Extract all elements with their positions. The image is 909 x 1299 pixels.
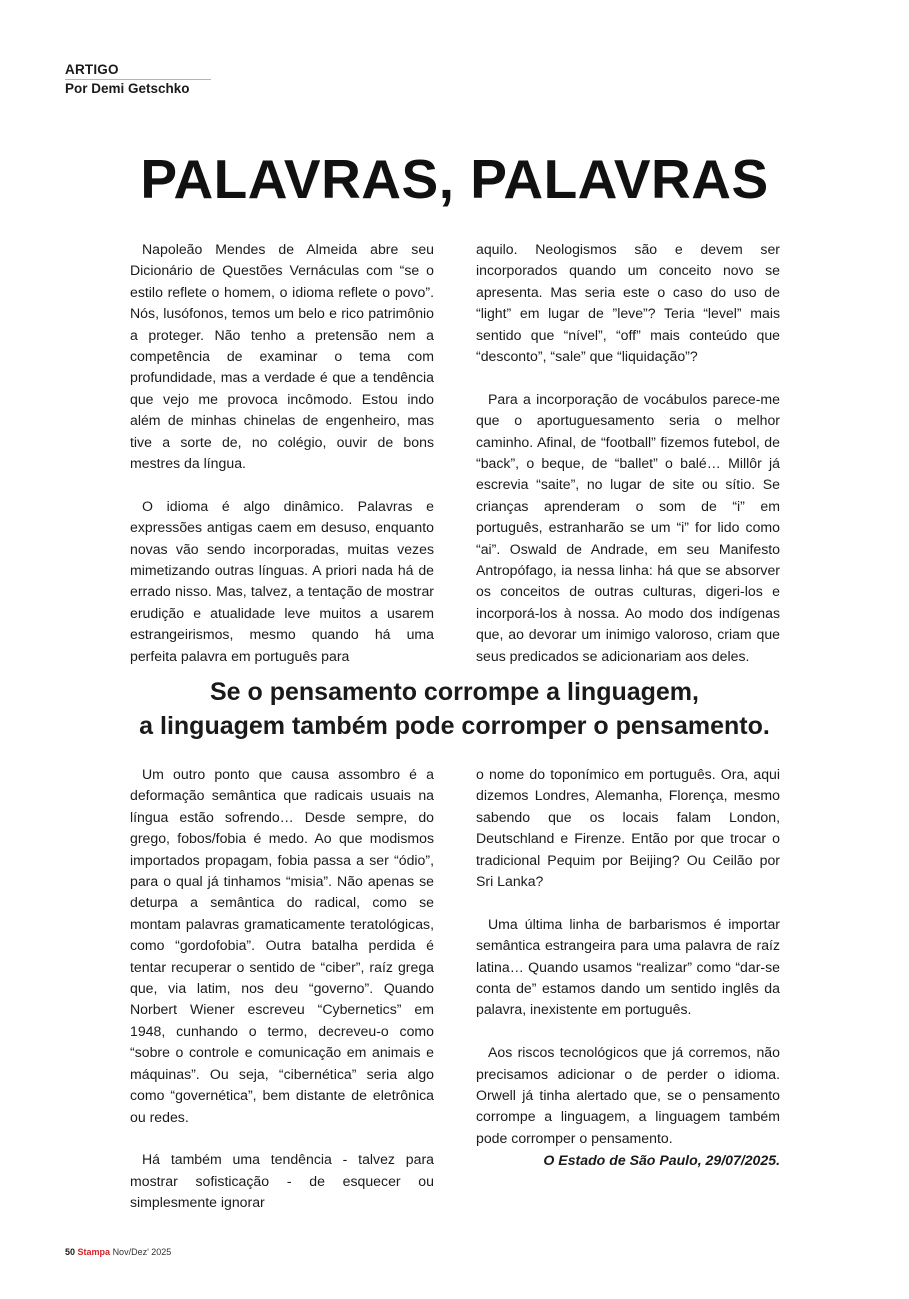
paragraph: Napoleão Mendes de Almeida abre seu Dicionário de Questões Vernáculas com “se o estilo reflete o homem, o idioma reflete o povo”. Nós, lusófonos, temos um belo e rico patrimônio a proteger. Não tenho a pretensão nem a competência de examinar o tema com profundidade, mas a verdade é que a tendência que vejo me provoca incômodo. Estou indo além de minhas chinelas de engenheiro, mas tive a sorte de, no colégio, ouvir de bons mestres da língua.	[130, 241, 434, 472]
paragraph: Aos riscos tecnológicos que já corremos, não precisamos adicionar o de perder o idioma. Orwell já tinha alertado que, se o pensamento corrompe a linguagem, a linguagem também pode corromper o pensamento.	[476, 1044, 780, 1146]
paragraph: O idioma é algo dinâmico. Palavras e expressões antigas caem em desuso, enquanto novas vão sendo incorporadas, muitas vezes mimetizando outras línguas. A priori nada há de errado nisso. Mas, talvez, a tentação de mostrar erudição e atualidade leve muitos a usarem estrangeirismos, mesmo quando há uma perfeita palavra em português para	[130, 497, 434, 664]
paragraph: Há também uma tendência - talvez para mostrar sofisticação - de esquecer ou simplesmente ignorar	[130, 1151, 434, 1211]
column-3	[130, 764, 434, 1214]
magazine-name: Stampa	[77, 1247, 111, 1257]
paragraph: Uma última linha de barbarismos é importar semântica estrangeira para uma palavra de raíz latina… Quando usamos “realizar” como “dar-se conta de” estamos dando um sentido inglês da palavra, inexistente em português.	[476, 915, 780, 1018]
paragraph: Um outro ponto que causa assombro é a deformação semântica que radicais usuais na língua estão sofrendo… Desde sempre, do grego, fobos/fobia é medo. Ao que modismos importados propagam, fobia passa a ser “ódio”, para o qual já tinhamos “misia”. Não apenas se deturpa a semântica do radical, como se montam palavras gramaticamente teratológicas, como “gordofobia”. Outra batalha perdida é tentar recuperar o sentido de “ciber”, raíz grega que, via latim, nos deu “governo”. Quando Norbert Wiener escreveu “Cybernetics” em 1948, cunhando o termo, decreveu-o como “sobre o controle e comunicação em animais e máquinas”. Ou seja, “cibernética” seria algo como “governética”, bem distante de eletrônica ou redes.	[130, 766, 434, 1125]
paragraph: Para a incorporação de vocábulos parece-me que o aportuguesamento seria o melhor caminho. Afinal, de “football” fizemos futebol, de “back”, o beque, de “ballet” o balé… Millôr já escrevia “saite”, no lugar de site ou sítio. Se crianças aprenderam o som de “i” em português, estranharão se um “i” for lido como “ai”. Oswald de Andrade, em seu Manifesto Antropófago, ia nessa linha: há que se absorver os conceitos de outras culturas, digeri-los e incorporá-los à nossa. Ao modo dos indígenas que, ao devorar um inimigo valoroso, criam que seus predicados se adicionariam aos deles.	[476, 390, 780, 664]
column-2	[476, 239, 780, 667]
page-number: 50	[65, 1247, 76, 1257]
column-4	[476, 764, 780, 1149]
author-byline: Por Demi Getschko	[65, 81, 190, 96]
section-label: ARTIGO	[65, 62, 211, 80]
article-title: PALAVRAS, PALAVRAS	[140, 148, 769, 210]
paragraph: o nome do toponímico em português. Ora, aqui dizemos Londres, Alemanha, Florença, mesmo sabendo que os locais falam London, Deutschland e Firenze. Então por que trocar o tradicional Pequim por Beijing? Ou Ceilão por Sri Lanka?	[476, 766, 780, 890]
page-footer	[65, 1246, 171, 1258]
pull-quote-line: Se o pensamento corrompe a linguagem,	[209, 678, 699, 706]
pull-quote	[0, 675, 909, 743]
paragraph: aquilo. Neologismos são e devem ser incorporados quando um conceito novo se apresenta. Mas seria este o caso do uso de “light” em lugar de ”leve”? Teria “level” mais sentido que “nível”, “off” mais conteúdo que “desconto”, “sale” que “liquidação”?	[476, 241, 780, 365]
pull-quote-line: a linguagem também pode corromper o pensamento.	[139, 712, 770, 740]
column-1	[130, 239, 434, 667]
source-citation: O Estado de São Paulo, 29/07/2025.	[543, 1152, 780, 1168]
issue-date: Nov/Dez' 2025	[112, 1247, 172, 1257]
